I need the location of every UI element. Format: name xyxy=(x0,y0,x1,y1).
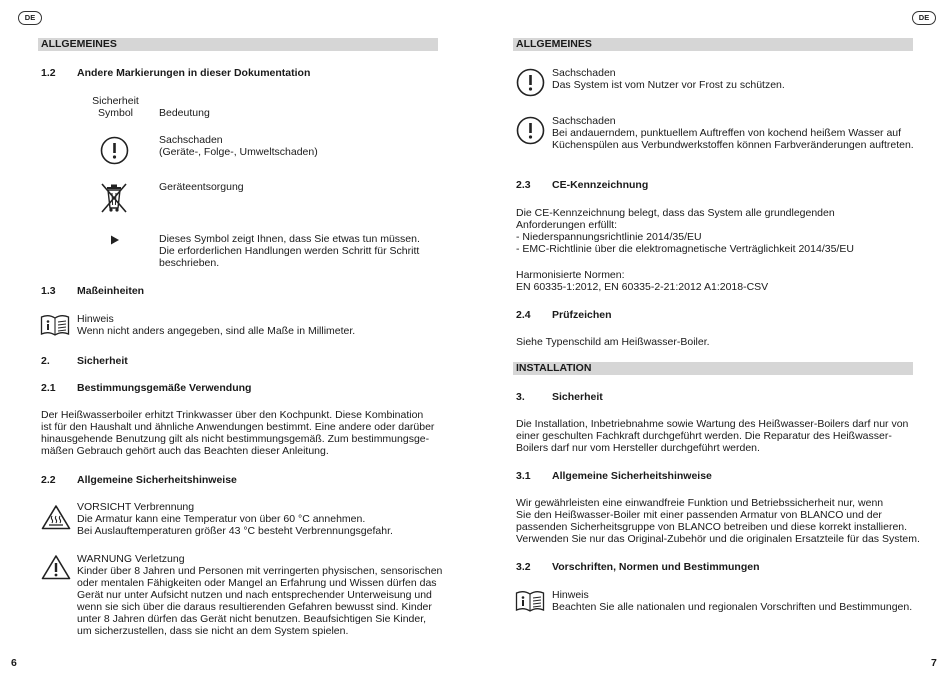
table-row-disposal: Geräteentsorgung xyxy=(159,181,244,193)
warning-injury: WARNUNG Verletzung Kinder über 8 Jahren und Personen mit verringerten physischen, sensorischen oder mentalen Fähigkeiten oder Mangel an Erfahrung und Wissen dürfen das Gerät nur unter Aufsicht nutzen und nach entsprechender Unterweisung und wenn sie sich über die daraus resultierenden Gefahren bewusst sind. Kinder unter 8 Jahren dürfen das Gerät nicht benutzen. Beaufsichtigen Sie Kinder, um sicherzustellen, dass sie nicht an dem System spielen. xyxy=(77,553,443,637)
section-title-3-1: Allgemeine Sicherheitshinweise xyxy=(552,470,712,482)
hint-regulations: Hinweis Beachten Sie alle nationalen und regionalen Vorschriften und Bestimmungen. xyxy=(552,589,913,613)
table-row-action: Dieses Symbol zeigt Ihnen, dass Sie etwas tun müssen. Die erforderlichen Handlungen werden Schritt für Schritt beschrieben. xyxy=(159,233,420,269)
section-number-2-4: 2.4 xyxy=(516,309,531,321)
table-header-meaning: Bedeutung xyxy=(159,107,210,119)
paragraph-test-mark: Siehe Typenschild am Heißwasser-Boiler. xyxy=(516,336,710,348)
language-badge-right: DE xyxy=(912,11,936,25)
section-number-2-1: 2.1 xyxy=(41,382,56,394)
language-badge-left: DE xyxy=(18,11,42,25)
paragraph-ce-marking: Die CE-Kennzeichnung belegt, dass das System alle grundlegenden Anforderungen erfüllt: - Niederspannungsrichtlinie 2014/35/EU - EMC-Richtlinie über die elektromagnetische Verträglichkeit 2014/35/EU xyxy=(516,207,854,255)
section-bar-installation: INSTALLATION xyxy=(513,362,913,375)
hint-units: Hinweis Wenn nicht anders angegeben, sind alle Maße in Millimeter. xyxy=(77,313,356,337)
exclamation-circle-icon xyxy=(516,116,545,145)
section-number-3-1: 3.1 xyxy=(516,470,531,482)
crossed-out-bin-icon xyxy=(99,181,129,215)
paragraph-harmonized-standards: Harmonisierte Normen: EN 60335-1:2012, EN 60335-2-21:2012 A1:2018-CSV xyxy=(516,269,769,293)
section-bar-allgemeines-right: ALLGEMEINES xyxy=(513,38,913,51)
property-damage-frost: Sachschaden Das System ist vom Nutzer vor Frost zu schützen. xyxy=(552,67,785,91)
action-triangle-icon xyxy=(110,235,120,245)
section-title-2: Sicherheit xyxy=(77,355,128,367)
section-number-2-3: 2.3 xyxy=(516,179,531,191)
page-number-right: 7 xyxy=(931,657,937,669)
section-title-3: Sicherheit xyxy=(552,391,603,403)
section-title-2-3: CE-Kennzeichnung xyxy=(552,179,649,191)
section-number-1-3: 1.3 xyxy=(41,285,56,297)
section-number-2: 2. xyxy=(41,355,50,367)
paragraph-installation-safety: Die Installation, Inbetriebnahme sowie Wartung des Heißwasser-Boilers darf nur von einer geschulten Fachkraft durchgeführt werden. Die Reparatur des Heißwasser- Boilers darf nur vom Hersteller durchgeführt werden. xyxy=(516,418,909,454)
caution-burn: VORSICHT Verbrennung Die Armatur kann eine Temperatur von über 60 °C annehmen. Bei Auslauftemperaturen größer 43 °C besteht Verbrennungsgefahr. xyxy=(77,501,393,537)
section-title-2-2: Allgemeine Sicherheitshinweise xyxy=(77,474,237,486)
warning-triangle-icon xyxy=(41,554,71,580)
page-number-left: 6 xyxy=(11,657,17,669)
section-title-2-1: Bestimmungsgemäße Verwendung xyxy=(77,382,252,394)
hot-surface-warning-icon xyxy=(41,504,71,530)
property-damage-discoloration: Sachschaden Bei andauerndem, punktuellem Auftreffen von kochend heißem Wasser auf Küchenspülen aus Verbundwerkstoffen können Farbveränderungen auftreten. xyxy=(552,115,914,151)
exclamation-circle-icon xyxy=(100,136,129,165)
section-number-2-2: 2.2 xyxy=(41,474,56,486)
info-book-icon xyxy=(40,314,70,336)
paragraph-general-safety: Wir gewährleisten eine einwandfreie Funktion und Betriebssicherheit nur, wenn Sie den Heißwasser-Boiler mit einer passenden Armatur von BLANCO und der passenden Sicherheitsgruppe von BLANCO betreiben und diese korrekt installieren. Verwenden Sie nur das Original-Zubehör und die originalen Ersatzteile für das System. xyxy=(516,497,920,545)
section-title-2-4: Prüfzeichen xyxy=(552,309,612,321)
section-title-1-3: Maßeinheiten xyxy=(77,285,145,297)
info-book-icon xyxy=(515,590,545,612)
exclamation-circle-icon xyxy=(516,68,545,97)
section-number-3: 3. xyxy=(516,391,525,403)
section-number-1-2: 1.2 xyxy=(41,67,56,79)
section-title-3-2: Vorschriften, Normen und Bestimmungen xyxy=(552,561,760,573)
table-header-symbol: Sicherheit Symbol xyxy=(92,95,139,119)
section-number-3-2: 3.2 xyxy=(516,561,531,573)
section-title-1-2: Andere Markierungen in dieser Dokumentation xyxy=(77,67,311,79)
table-row-property-damage: Sachschaden (Geräte-, Folge-, Umweltschaden) xyxy=(159,134,318,158)
paragraph-intended-use: Der Heißwasserboiler erhitzt Trinkwasser über den Kochpunkt. Diese Kombination ist für den Haushalt und ähnliche Anwendungen bestimmt. Eine andere oder darüber hinausgehende Benutzung gilt als nicht bestimmungsgemäß. Zum bestimmungsge- mäßen Gebrauch gehört auch das Beachten dieser Anleitung. xyxy=(41,409,435,457)
section-bar-allgemeines-left: ALLGEMEINES xyxy=(38,38,438,51)
